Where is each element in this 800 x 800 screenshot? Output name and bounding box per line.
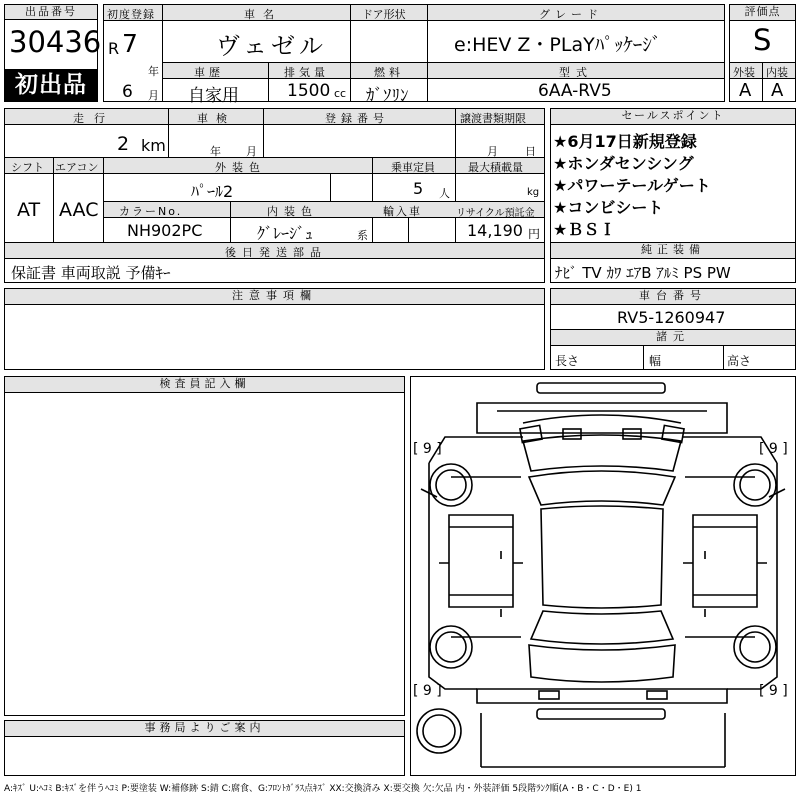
model-code: 6AA-RV5 xyxy=(538,81,612,101)
model-label: 型式 xyxy=(559,66,593,79)
interior-grade: A xyxy=(771,80,784,101)
inspection-label: 車検 xyxy=(197,112,235,125)
diagram-label-bottom-right: [ 9 ] xyxy=(759,683,788,699)
chassis-label: 車台番号 xyxy=(551,289,795,305)
import-label: 輸入車 xyxy=(383,205,422,218)
shift-label: シフト xyxy=(11,161,44,174)
inspector-label: 検査員記入欄 xyxy=(5,377,404,393)
diagram-label-bottom-left: [ 9 ] xyxy=(413,683,442,699)
width-label: 幅 xyxy=(649,354,662,368)
capacity: 5 xyxy=(413,179,424,198)
first-listing-badge: 初出品 xyxy=(5,69,97,101)
specs-label: 諸元 xyxy=(551,330,795,346)
equipment: ﾅﾋﾞ TV ｶﾜ ｴｱB ｱﾙﾐ PS PW xyxy=(555,264,731,282)
inspector-box xyxy=(4,376,405,716)
height-label: 高さ xyxy=(727,354,752,368)
color-no: NH902PC xyxy=(127,221,203,240)
era: R xyxy=(108,39,120,58)
notes-label: 注意事項欄 xyxy=(5,289,544,305)
load-unit: kg xyxy=(527,187,540,198)
sales-point-4: ★コンビシート xyxy=(553,198,664,217)
later-parts: 保証書 車両取説 予備ｷｰ xyxy=(11,264,171,282)
reg-month: 6 xyxy=(122,82,133,102)
capacity-unit: 人 xyxy=(439,187,450,200)
inspection-month-unit: 月 xyxy=(246,145,257,158)
transfer-month-unit: 月 xyxy=(487,145,498,158)
history-label: 車歴 xyxy=(194,66,224,79)
reg-no-label: 登録番号 xyxy=(325,112,389,125)
mileage: 2 xyxy=(117,133,130,155)
diagram-label-top-right: [ 9 ] xyxy=(759,441,788,457)
equipment-label: 純正装備 xyxy=(551,243,795,259)
car-diagram xyxy=(410,376,796,776)
office-label: 事務局よりご案内 xyxy=(5,721,404,737)
details-box xyxy=(4,108,545,283)
sales-points-label: セールスポイント xyxy=(551,109,795,125)
recycle-unit: 円 xyxy=(528,227,541,241)
exterior-label: 外装 xyxy=(733,66,755,79)
interior-label: 内装 xyxy=(766,66,788,79)
capacity-label: 乗車定員 xyxy=(391,161,435,174)
notes-box xyxy=(4,288,545,370)
car-name-label: 車名 xyxy=(244,8,282,21)
load-label: 最大積載量 xyxy=(468,161,523,174)
lot-box xyxy=(4,4,102,102)
later-parts-label: 後日発送部品 xyxy=(225,246,327,259)
ext-color-label: 外装色 xyxy=(215,161,266,174)
chassis-number: RV5-1260947 xyxy=(617,308,726,327)
diagram-label-top-left: [ 9 ] xyxy=(413,441,442,457)
reg-year: 7 xyxy=(122,29,138,58)
displacement-unit: cc xyxy=(334,87,347,100)
displacement-label: 排気量 xyxy=(284,66,329,79)
office-box xyxy=(4,720,405,776)
fuel-label: 燃料 xyxy=(374,66,404,79)
year-unit: 年 xyxy=(148,65,159,78)
month-unit: 月 xyxy=(148,89,159,102)
sales-points-box xyxy=(550,108,796,283)
fuel: ｶﾞｿﾘﾝ xyxy=(366,86,409,106)
length-label: 長さ xyxy=(555,354,580,368)
transfer-day-unit: 日 xyxy=(525,145,536,158)
ac: AAC xyxy=(59,199,99,221)
displacement: 1500 xyxy=(287,81,331,101)
history: 自家用 xyxy=(188,86,239,106)
sales-point-1: ★6月17日新規登録 xyxy=(553,132,697,151)
recycle-label: リサイクル預託金 xyxy=(456,208,535,219)
sales-point-3: ★パワーテールゲート xyxy=(553,176,711,195)
ext-color: ﾊﾟｰﾙ2 xyxy=(191,182,234,201)
sales-point-5: ★ＢＳＩ xyxy=(553,220,616,239)
first-reg-label: 初度登録 xyxy=(107,8,155,21)
score-label: 評価点 xyxy=(730,5,795,21)
ac-label: エアコン xyxy=(55,161,99,174)
grade-label: グレード xyxy=(539,8,603,21)
legend: A:ｷｽﾞ U:ﾍｺﾐ B:ｷｽﾞを伴うﾍｺﾐ P:要塗装 W:補修跡 S:錆 C:腐食、G:ﾌﾛﾝﾄｶﾞﾗｽ点ｷｽﾞ XX:交換済み X:要交換 欠:欠品 内・外装評価 5段階ﾗﾝｸ順(A・B・C・D・E) 1 xyxy=(4,784,642,794)
chassis-box xyxy=(550,288,796,370)
exterior-grade: A xyxy=(739,80,752,101)
header-box xyxy=(103,4,725,106)
lot-label: 出品番号 xyxy=(5,5,97,20)
mileage-unit: km xyxy=(141,136,166,155)
door-label: ドア形状 xyxy=(362,8,406,21)
score: S xyxy=(753,23,772,57)
int-color: ｸﾞﾚｰｼﾞｭ xyxy=(257,224,314,243)
int-color-suffix: 系 xyxy=(357,229,368,242)
recycle-amount: 14,190 xyxy=(467,221,523,240)
mileage-label: 走行 xyxy=(73,112,115,125)
grade: e:HEV Z・PLaYﾊﾟｯｹｰｼﾞ xyxy=(454,34,662,56)
car-outline xyxy=(411,377,795,775)
transfer-label: 譲渡書類期限 xyxy=(460,112,526,125)
car-name: ヴェゼル xyxy=(216,32,328,60)
sales-point-2: ★ホンダセンシング xyxy=(553,154,694,173)
shift: AT xyxy=(17,199,41,221)
color-no-label: カラーNo. xyxy=(119,205,183,218)
inspection-year-unit: 年 xyxy=(210,145,221,158)
lot-number: 30436 xyxy=(9,25,102,59)
score-box xyxy=(729,4,796,102)
int-color-label: 内装色 xyxy=(267,205,318,218)
